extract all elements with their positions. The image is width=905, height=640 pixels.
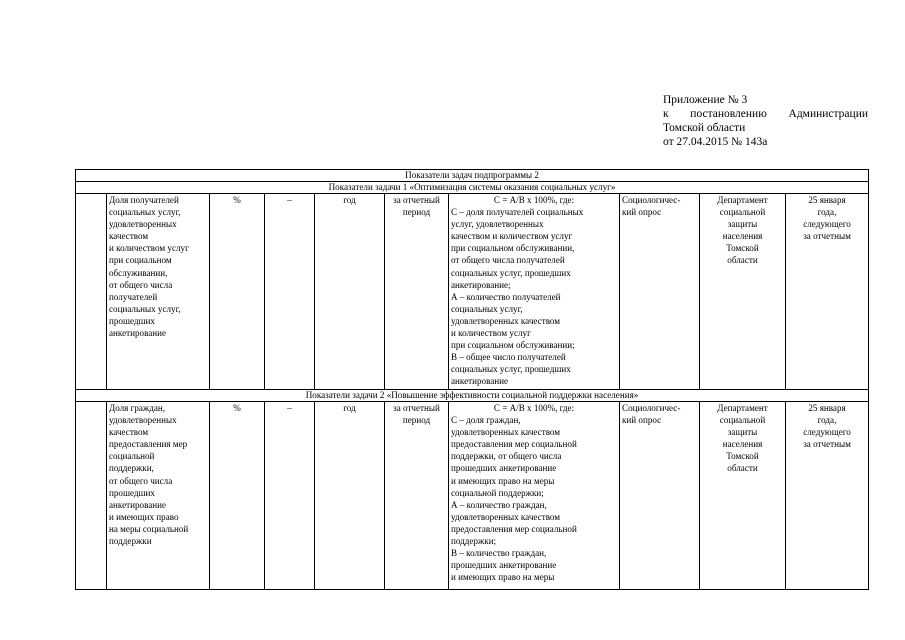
task2-header: Показатели задачи 2 «Повышение эффективности социальной поддержки населения» xyxy=(76,390,869,402)
task2-row xyxy=(76,402,869,590)
text-line: анкетирование xyxy=(109,499,167,510)
task2-deadline xyxy=(786,402,869,590)
text-line: С – доля граждан, xyxy=(451,415,521,426)
text-line: предоставления мер социальной xyxy=(451,523,577,534)
text-line: поддержки; xyxy=(451,536,497,547)
text-line: С – доля получателей социальных xyxy=(451,207,584,218)
table-title-row xyxy=(76,170,869,182)
task1-row xyxy=(76,194,869,390)
text-line: защиты xyxy=(727,219,758,230)
text-line: Томской xyxy=(726,451,759,462)
text-line: Доля граждан, xyxy=(109,403,166,413)
text-line: года, xyxy=(817,415,837,426)
text-line: период xyxy=(402,415,431,426)
text-line: поддержки, от общего числа xyxy=(451,451,562,462)
text-line: и имеющих право xyxy=(109,511,179,522)
text-line: за отчетный xyxy=(393,403,440,413)
text-line: анкетирование xyxy=(451,376,509,387)
text-line: и имеющих право на меры xyxy=(451,475,555,486)
text-line: прошедших анкетирование xyxy=(451,560,557,571)
text-line: Томской xyxy=(726,243,759,254)
text-line: В – общее число получателей xyxy=(451,352,566,363)
task2-unit: % xyxy=(210,402,265,590)
task1-method xyxy=(620,194,700,390)
text-line: удовлетворенных качеством xyxy=(451,427,561,438)
text-line: А – количество получателей xyxy=(451,291,561,302)
text-line: кий опрос xyxy=(622,207,662,218)
task1-deadline xyxy=(786,194,869,390)
text-line: области xyxy=(727,255,758,266)
task2-formula xyxy=(449,402,620,590)
text-line: получателей xyxy=(109,291,158,302)
text-line: удовлетворенных xyxy=(109,415,177,426)
task1-timing xyxy=(385,194,449,390)
task2-dash: – xyxy=(265,402,315,590)
task2-indicator xyxy=(107,402,210,590)
text-line: при социальном обслуживании, xyxy=(451,243,575,254)
text-line: и количеством услуг xyxy=(451,328,531,339)
appendix-header xyxy=(663,93,868,149)
task1-number-cell xyxy=(76,194,107,390)
text-line: анкетирование; xyxy=(451,279,511,290)
text-line: удовлетворенных качеством xyxy=(451,315,561,326)
text-line: услуг, удовлетворенных xyxy=(451,219,544,230)
text-line: от общего числа xyxy=(109,279,173,290)
text-line: обслуживании, xyxy=(109,267,168,278)
text-line: 25 января xyxy=(808,403,846,413)
task1-formula xyxy=(449,194,620,390)
text-line: следующего xyxy=(803,219,851,230)
text-line: С = А/В х 100%, где: xyxy=(493,403,575,413)
text-line: удовлетворенных качеством xyxy=(451,511,561,522)
text-line: и количеством услуг xyxy=(109,243,189,254)
text-line: 25 января xyxy=(808,195,846,205)
appendix-number: Приложение № 3 xyxy=(663,94,748,106)
text-line: период xyxy=(402,207,431,218)
text-line: следующего xyxy=(803,427,851,438)
text-line: населения xyxy=(722,231,763,242)
text-line: на меры социальной xyxy=(109,523,189,534)
text-line: кий опрос xyxy=(622,415,662,426)
task1-header: Показатели задачи 1 «Оптимизация системы оказания социальных услуг» xyxy=(76,182,869,194)
text-line: поддержки xyxy=(109,536,152,547)
text-line: качеством и количеством услуг xyxy=(451,231,573,242)
text-line: анкетирование xyxy=(109,328,167,339)
text-line: социальных услуг, xyxy=(451,303,523,314)
text-line: области xyxy=(727,463,758,474)
appendix-date: от 27.04.2015 № 143а xyxy=(663,136,768,148)
text-line: социальных услуг, xyxy=(109,303,181,314)
text-line: за отчетным xyxy=(803,439,851,450)
text-line: удовлетворенных xyxy=(109,219,177,230)
indicators-table xyxy=(75,169,869,590)
text-line: социальных услуг, прошедших xyxy=(451,364,571,375)
text-line: Департамент xyxy=(717,403,768,413)
text-line: при социальном обслуживании; xyxy=(451,340,575,351)
task2-period: год xyxy=(315,402,385,590)
text-line: защиты xyxy=(727,427,758,438)
text-line: предоставления мер социальной xyxy=(451,439,577,450)
text-line: социальных услуг, прошедших xyxy=(451,267,571,278)
task1-responsible xyxy=(700,194,786,390)
text-line: Департамент xyxy=(717,195,768,205)
text-line: года, xyxy=(817,207,837,218)
task1-period: год xyxy=(315,194,385,390)
text-line: социальной xyxy=(719,415,766,426)
text-line: и имеющих право на меры xyxy=(451,572,555,583)
task2-header-row xyxy=(76,390,869,402)
appendix-resolution-ref: к постановлению Администрации xyxy=(663,108,868,120)
text-line: социальной поддержки; xyxy=(451,487,544,498)
task2-method xyxy=(620,402,700,590)
text-line: А – количество граждан, xyxy=(451,499,547,510)
appendix-region: Томской области xyxy=(663,122,746,134)
text-line: прошедших xyxy=(109,487,155,498)
task1-indicator xyxy=(107,194,210,390)
text-line: Социологичес- xyxy=(622,195,681,205)
text-line: от общего числа xyxy=(109,475,173,486)
text-line: качеством xyxy=(109,231,149,242)
text-line: В – количество граждан, xyxy=(451,548,547,559)
text-line: за отчетный xyxy=(393,195,440,205)
text-line: С = А/В х 100%, где: xyxy=(493,195,575,205)
text-line: поддержки, xyxy=(109,463,154,474)
text-line: от общего числа получателей xyxy=(451,255,565,266)
task1-unit: % xyxy=(210,194,265,390)
text-line: качеством xyxy=(109,427,149,438)
task1-header-row xyxy=(76,182,869,194)
text-line: социальных услуг, xyxy=(109,207,181,218)
text-line: Доля получателей xyxy=(109,195,179,205)
text-line: социальной xyxy=(719,207,766,218)
text-line: Социологичес- xyxy=(622,403,681,413)
task1-dash: – xyxy=(265,194,315,390)
table-title: Показатели задач подпрограммы 2 xyxy=(76,170,869,182)
task2-timing xyxy=(385,402,449,590)
text-line: при социальном xyxy=(109,255,172,266)
text-line: социальной xyxy=(109,451,155,462)
task2-responsible xyxy=(700,402,786,590)
text-line: прошедших анкетирование xyxy=(451,463,557,474)
text-line: населения xyxy=(722,439,763,450)
text-line: предоставления мер xyxy=(109,439,188,450)
text-line: за отчетным xyxy=(803,231,851,242)
task2-number-cell xyxy=(76,402,107,590)
text-line: прошедших xyxy=(109,315,155,326)
